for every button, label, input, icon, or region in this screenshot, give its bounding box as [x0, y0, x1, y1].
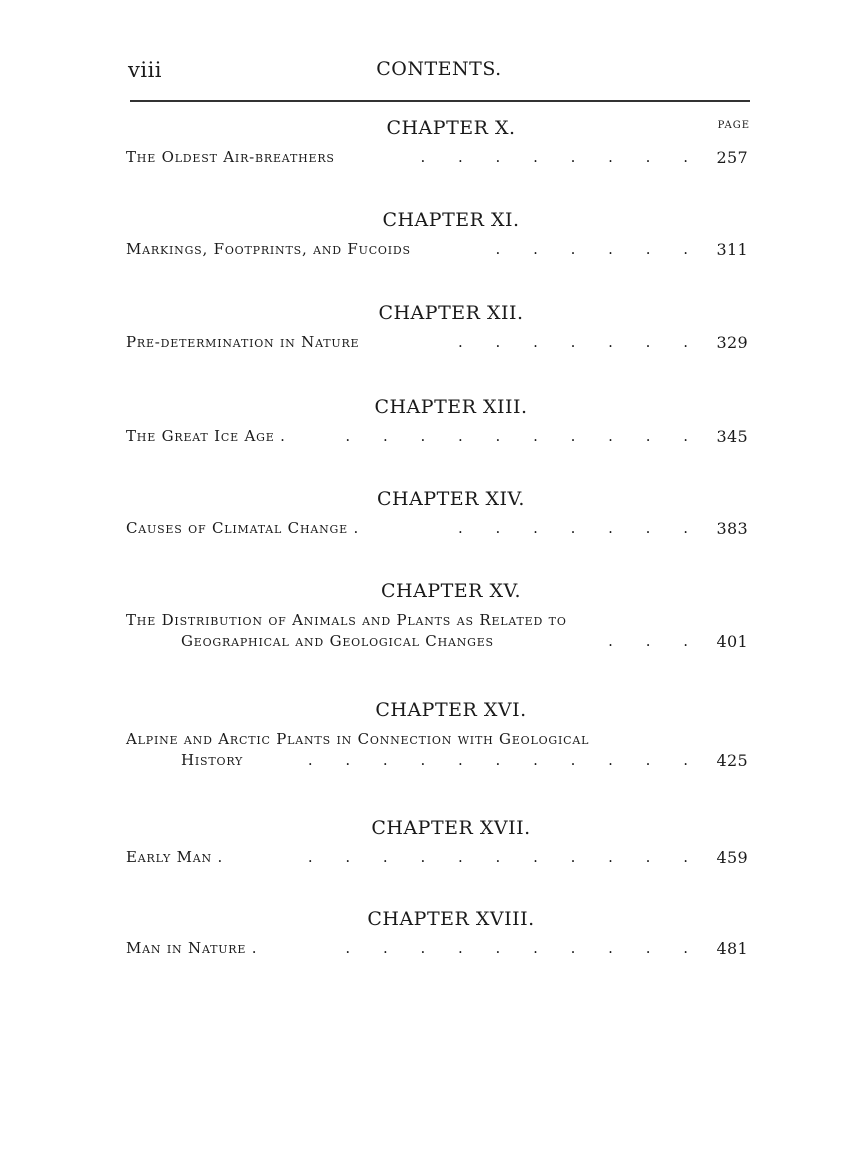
entry-title: Man in Nature . [126, 939, 258, 957]
page-column-label: PAGE [717, 120, 750, 131]
entry-page: 459 [716, 848, 748, 867]
chapter-entry [126, 117, 748, 168]
entry-title: Early Man . [126, 848, 224, 866]
toc-entry [126, 332, 748, 353]
toc-entry-continued [126, 631, 748, 652]
entry-page: 425 [716, 751, 748, 770]
chapter-heading: CHAPTER XVIII. [367, 908, 535, 930]
chapter-entry [126, 396, 748, 447]
toc-entry [126, 938, 748, 959]
chapter-heading: CHAPTER XIII. [374, 396, 528, 418]
leader-dots: . . . . . . . . . . [345, 939, 702, 957]
leader-dots: . . . . . . . [458, 519, 702, 537]
toc-entry [126, 239, 748, 260]
leader-dots: . . . . . . . . . . [345, 427, 702, 445]
chapter-heading: CHAPTER XVII. [371, 817, 531, 839]
page-number: viii [128, 58, 163, 82]
toc-entry [126, 729, 748, 750]
page-header [128, 58, 750, 92]
entry-title: Markings, Footprints, and Fucoids [126, 240, 411, 258]
entry-title-continued: Geographical and Geological Changes [181, 632, 494, 650]
running-title: CONTENTS. [376, 58, 502, 80]
entry-title: Pre-determination in Nature [126, 333, 360, 351]
entry-page: 257 [716, 148, 748, 167]
chapter-heading: CHAPTER XV. [381, 580, 521, 602]
leader-dots: . . . . . . . [458, 333, 702, 351]
chapter-entry [126, 908, 748, 959]
toc-entry [126, 147, 748, 168]
leader-dots: . . . [608, 632, 702, 650]
chapter-heading: CHAPTER XVI. [375, 699, 527, 721]
chapter-heading: CHAPTER X. [386, 117, 516, 139]
entry-title: The Distribution of Animals and Plants as Related to [126, 611, 567, 629]
entry-page: 481 [716, 939, 748, 958]
entry-page: 311 [716, 240, 748, 259]
toc-entry [126, 610, 748, 631]
chapter-entry [126, 488, 748, 539]
toc-entry [126, 847, 748, 868]
entry-title: The Great Ice Age . [126, 427, 286, 445]
leader-dots: . . . . . . [495, 240, 702, 258]
entry-title: Causes of Climatal Change . [126, 519, 360, 537]
entry-page: 401 [716, 632, 748, 651]
chapter-entry [126, 209, 748, 260]
leader-dots: . . . . . . . . . . . [307, 848, 702, 866]
chapter-heading: CHAPTER XII. [378, 302, 524, 324]
entry-title-continued: History [181, 751, 244, 769]
leader-dots: . . . . . . . . . . . [307, 751, 702, 769]
entry-page: 329 [716, 333, 748, 352]
chapter-entry [126, 817, 748, 868]
entry-title: Alpine and Arctic Plants in Connection with Geological [126, 730, 590, 748]
toc-entry [126, 426, 748, 447]
leader-dots: . . . . . . . . [420, 148, 702, 166]
chapter-heading: CHAPTER XIV. [377, 488, 525, 510]
entry-page: 345 [716, 427, 748, 446]
entry-title: The Oldest Air-breathers [126, 148, 335, 166]
toc-entry [126, 518, 748, 539]
chapter-entry [126, 699, 748, 771]
chapter-heading: CHAPTER XI. [382, 209, 520, 231]
entry-page: 383 [716, 519, 748, 538]
chapter-entry [126, 580, 748, 652]
chapter-entry [126, 302, 748, 353]
header-rule [130, 100, 750, 102]
toc-entry-continued [126, 750, 748, 771]
